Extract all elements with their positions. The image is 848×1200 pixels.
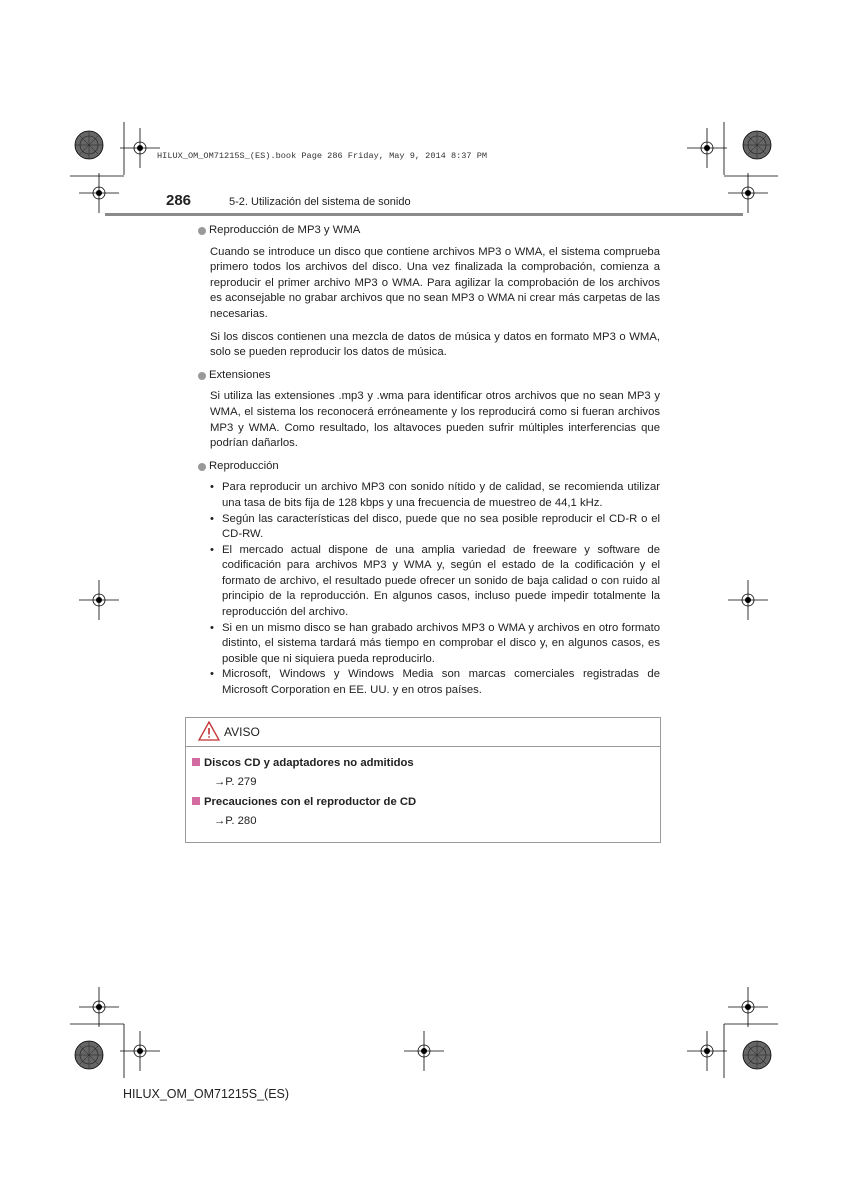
playback-notes-list <box>210 480 660 698</box>
paragraph: Si utiliza las extensiones .mp3 y .wma para identificar otros archivos que no sean MP3 y WMA, el sistema los reconocerá erróneamente y los reproducirá como si fueran archivos MP3 y WMA. Como resultado, los altavoces pueden sufrir múltiples interferencias que podrían dañarlos. <box>210 390 660 450</box>
section-title: 5-2. Utilización del sistema de sonido <box>229 196 411 208</box>
main-content <box>198 223 660 699</box>
square-bullet-icon <box>192 797 200 805</box>
warning-title: AVISO <box>224 725 260 739</box>
heading-bullet-icon <box>198 463 206 471</box>
list-item: • Si en un mismo disco se han grabado archivos MP3 o WMA y archivos en otro formato distinto, el sistema tardará más tiempo en comprobar el disco y, en algunos casos, es posible que ni siquiera pueda reproducirlo. <box>210 621 660 665</box>
book-file-info: HILUX_OM_OM71215S_(ES).book Page 286 Friday, May 9, 2014 8:37 PM <box>157 151 488 161</box>
page-reference-link[interactable]: →P. 279 <box>214 776 257 788</box>
header-rule <box>105 213 743 216</box>
paragraph: Cuando se introduce un disco que contiene archivos MP3 o WMA, el sistema comprueba primero todos los archivos del disco. Una vez finalizada la comprobación, comienza a reproducir el primer archivo MP3 o WMA. Para agilizar la comprobación de los archivos es aconsejable no grabar archivos que no sean MP3 o WMA ni crear más carpetas de las necesarias. <box>210 245 660 320</box>
square-bullet-icon <box>192 758 200 766</box>
section-heading-playback: Reproducción <box>198 459 660 475</box>
page-reference-link[interactable]: →P. 280 <box>214 815 257 827</box>
warning-triangle-icon <box>198 721 220 741</box>
list-item: • Para reproducir un archivo MP3 con sonido nítido y de calidad, se recomienda utilizar una tasa de bits fija de 128 kbps y una frecuencia de muestreo de 44,1 kHz. <box>210 481 660 509</box>
list-item: • Microsoft, Windows y Windows Media son marcas comerciales registradas de Microsoft Corporation en EE. UU. y en otros países. <box>210 668 660 697</box>
warning-header <box>186 718 660 747</box>
warning-item-cd-adapters: Discos CD y adaptadores no admitidos <box>192 757 414 769</box>
section-heading-mp3-wma: Reproducción de MP3 y WMA <box>198 223 660 239</box>
section-heading-extensions: Extensiones <box>198 368 660 384</box>
footer-code: HILUX_OM_OM71215S_(ES) <box>123 1087 290 1101</box>
warning-box <box>185 717 661 843</box>
warning-item-cd-player-precautions: Precauciones con el reproductor de CD <box>192 796 416 808</box>
page-number: 286 <box>166 192 192 209</box>
heading-bullet-icon <box>198 227 206 235</box>
paragraph: Si los discos contienen una mezcla de datos de música y datos en formato MP3 o WMA, solo se pueden reproducir los datos de música. <box>210 330 660 359</box>
list-item: • El mercado actual dispone de una amplia variedad de freeware y software de codificación para archivos MP3 y WMA y, según el estado de la codificación y el formato de archivo, el resultado puede ofrecer un sonido de baja calidad o con ruido al principio de la reproducción. En algunos casos, incluso puede impedir totalmente la reproducción del archivo. <box>210 543 660 619</box>
heading-bullet-icon <box>198 372 206 380</box>
list-item: • Según las características del disco, puede que no sea posible reproducir el CD-R o el CD-RW. <box>210 512 660 541</box>
